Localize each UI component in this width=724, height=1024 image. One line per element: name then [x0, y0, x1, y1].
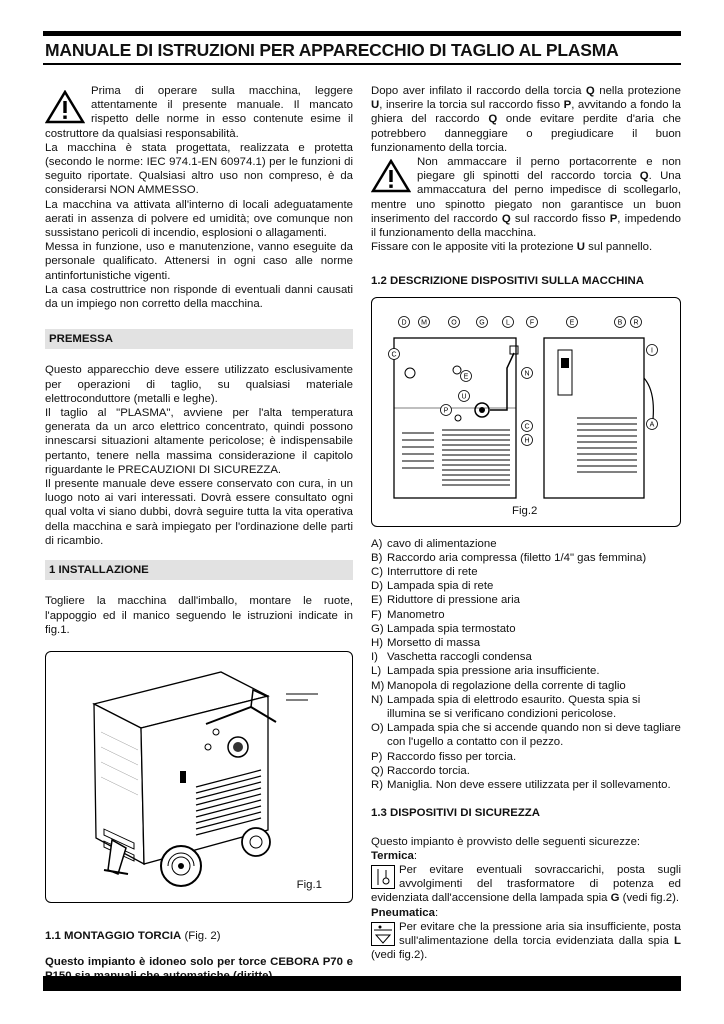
fig2-label-E: E [463, 373, 469, 381]
pneumatica-heading [371, 906, 681, 920]
fig2-label-L: L [506, 319, 510, 327]
warning-icon [371, 159, 411, 193]
list-item [371, 579, 681, 593]
right-column [371, 84, 681, 962]
text: Fissare con le apposite viti la protezione [371, 241, 577, 254]
pneumatica-label: Pneumatica [371, 906, 435, 919]
fig2-label-D: D [401, 319, 407, 327]
list-item-key: B) [371, 551, 383, 564]
fig2-label-G: G [479, 319, 485, 327]
list-item [371, 693, 681, 721]
fig2-label-R: R [633, 319, 639, 327]
safety-intro: Questo impianto è provvisto delle seguenti sicurezze: [371, 835, 641, 848]
fig2-label-O: O [451, 319, 457, 327]
list-item [371, 565, 681, 579]
subsection-heading-montaggio [45, 929, 353, 943]
montaggio-paragraph: Questo impianto è idoneo solo per torce CEBORA P70 e [45, 956, 353, 969]
list-item [371, 721, 681, 749]
list-item-text: Lampada spia termostato [387, 622, 516, 635]
page-title: MANUALE DI ISTRUZIONI PER APPARECCHIO DI TAGLIO AL PLASMA [45, 40, 619, 60]
paragraph: Messa in funzione, uso e manutenzione, vanno eseguite da personale qualificato. Attenersi in ogni caso alle norme antinfortunistiche vigenti. [45, 241, 353, 282]
list-item [371, 636, 681, 650]
section-heading-installazione: 1 INSTALLAZIONE [45, 560, 353, 580]
letter-ref: U [371, 99, 380, 112]
list-item [371, 650, 681, 664]
list-item-text: Manopola di regolazione della corrente di taglio [387, 679, 626, 692]
fig2-label-N: N [524, 370, 530, 378]
paragraph: La macchina va attivata all'interno di locali adeguatamente aerati in assenza di polvere ed umidità; ove comunque non sussistano pericoli di incendio, esplosioni o allagamenti. [45, 198, 353, 240]
pneumatica-block [371, 920, 681, 963]
list-item [371, 551, 681, 565]
section-heading-sicurezza: 1.3 DISPOSITIVI DI SICUREZZA [371, 807, 540, 820]
list-item-key: L) [371, 665, 382, 678]
section-heading-descrizione: 1.2 DESCRIZIONE DISPOSITIVI SULLA MACCHINA [371, 275, 644, 288]
list-item-key: H) [371, 637, 384, 650]
paragraph: Il taglio al "PLASMA", avviene per l'alta temperatura generata da un arco elettrico concentrato, quindi possono innescarsi situazioni altamente pericolose; è indispensabile pertanto, tenere nella massima considerazione il capitolo riguardante le PRECAUZIONI DI SICUREZZA. [45, 407, 353, 476]
fig2-label-P: P [443, 407, 449, 415]
list-item-text: Vaschetta raccogli condensa [387, 651, 532, 664]
figure-2 [371, 297, 681, 527]
text: : [413, 849, 418, 862]
list-item-key: I) [371, 651, 378, 664]
pneumatica-text [371, 920, 681, 963]
list-item-text: Lampada spia pressione aria insufficiente. [387, 665, 600, 678]
machine-illustration [46, 652, 352, 902]
list-item-text: Lampada spia di rete [387, 580, 494, 593]
fig2-label-C2: C [524, 423, 530, 431]
letter-ref: P [563, 99, 572, 112]
list-item-key: Q) [371, 764, 384, 777]
fig2-label-F: F [529, 319, 535, 327]
letter-ref: U [576, 241, 586, 254]
warning-intro-text: Prima di operare sulla macchina, leggere attentamente il presente manuale. Il mancato rispetto delle norme in esso contenute esime il costruttore da qualsiasi responsabilità. [45, 85, 353, 140]
list-item-text: Raccordo fisso per torcia. [387, 750, 517, 763]
list-item [371, 593, 681, 607]
thermal-icon [371, 865, 395, 889]
warning-torch-text [371, 155, 681, 240]
fig2-label-I: I [651, 347, 653, 355]
list-item-key: D) [371, 580, 384, 593]
letter-ref: P [609, 212, 618, 225]
list-item-text: Morsetto di massa [387, 637, 481, 650]
figure-1 [45, 651, 353, 903]
warning-intro [45, 84, 353, 141]
list-item-key: O) [371, 722, 384, 735]
fig2-label-B: B [617, 319, 623, 327]
fig2-label-A: A [649, 421, 655, 429]
list-item-key: R) [371, 779, 384, 792]
montaggio-figure-ref: (Fig. 2) [181, 929, 221, 942]
list-item-text: Lampada spia di elettrodo esaurito. Questa spia si illumina se si verificano condizioni pericolose. [387, 693, 641, 721]
list-item-text: Lampada spia che si accende quando non si deve tagliare con l'ugello a contatto con il pezzo. [387, 722, 681, 749]
fig2-label-U: U [461, 393, 467, 401]
text: , impedendo il funzionamento della macchina. [371, 212, 681, 240]
title-rule [43, 63, 681, 65]
montaggio-heading: 1.1 MONTAGGIO TORCIA [45, 929, 182, 942]
text: Per evitare eventuali sovraccarichi, posta sugli avvolgimenti del trasformatore di potenza ed evidenziata dall'accensione della lampada spia [371, 863, 681, 905]
text: . Una ammaccatura del perno impedisce di scollegarlo, mentre uno spinotto piegato non garantisce un buon inserimento del raccordo [371, 170, 681, 225]
figure-1-caption: Fig.1 [296, 878, 322, 891]
text: onde evitare perdite d'aria che potrebbero danneggiare o pregiudicare il buon funzionamento della torcia. [371, 113, 681, 154]
termica-label: Termica [371, 849, 414, 862]
text: , inserire la torcia sul raccordo fisso [379, 99, 564, 112]
list-item [371, 778, 681, 792]
bottom-rule [43, 976, 681, 991]
list-item [371, 608, 681, 622]
text: Non ammaccare il perno portacorrente e non piegare gli spinotti del raccordo torcia [417, 156, 681, 183]
text: , avvitando a fondo la ghiera del raccordo [371, 99, 681, 126]
fig2-label-H: H [524, 437, 530, 445]
paragraph: La macchina è stata progettata, realizzata e protetta (secondo le norme: IEC 974.1-EN 60974.1) per le funzioni di seguito riportate. Qualsiasi altro uso non compreso, è da considerarsi NON AMMESSO. [45, 141, 353, 197]
list-item-text: Maniglia. Non deve essere utilizzata per il sollevamento. [387, 779, 671, 792]
list-item-key: C) [371, 566, 384, 579]
list-item [371, 750, 681, 764]
list-item-key: P) [371, 750, 383, 763]
termica-heading [371, 849, 681, 863]
list-item-key: A) [371, 537, 383, 550]
machine-front-back-diagram [372, 298, 680, 526]
letter-ref: Q [501, 212, 511, 225]
fig2-label-M: M [421, 319, 427, 327]
text: (vedi fig.2). [371, 949, 428, 962]
list-item [371, 679, 681, 693]
letter-ref: Q [585, 85, 595, 97]
paragraph: Togliere la macchina dall'imballo, montare le ruote, l'appoggio ed il manico seguendo le istruzioni indicate in fig.1. [45, 595, 353, 636]
text: Per evitare che la pressione aria sia insufficiente, posta sull'alimentazione della torcia evidenziata dalla spia [399, 920, 681, 947]
fig2-label-E2: E [569, 319, 575, 327]
list-item [371, 764, 681, 778]
list-item-text: Manometro [387, 608, 445, 621]
list-item-key: E) [371, 594, 383, 607]
paragraph: Il presente manuale deve essere conservato con cura, in un luogo noto ai vari interessati. Dovrà essere consultato ogni qual volta vi siano dubbi, dovrà seguire tutta la vita operativa della macchina e sarà impiegato per l'ordinazione delle parti di ricambio. [45, 478, 353, 547]
letter-ref: Q [639, 170, 649, 183]
list-item-key: M) [371, 679, 385, 692]
list-item-key: N) [371, 693, 384, 706]
letter-ref: Q [488, 113, 498, 126]
pressure-icon [371, 922, 395, 946]
list-item-text: Raccordo aria compressa (filetto 1/4" gas femmina) [387, 551, 647, 564]
text: sul raccordo fisso [510, 212, 610, 225]
warning-icon [45, 90, 85, 124]
list-item-key: G) [371, 622, 384, 635]
text: (vedi fig.2). [619, 892, 680, 905]
list-item-text: cavo di alimentazione [387, 537, 497, 550]
text: : [434, 906, 439, 919]
list-item-key: F) [371, 608, 382, 621]
text: nella protezione [594, 85, 681, 97]
text: sul pannello. [585, 241, 653, 254]
warning-torch [371, 155, 681, 240]
list-item-text: Riduttore di pressione aria [387, 594, 520, 607]
fig2-label-C: C [391, 351, 397, 359]
top-rule [43, 31, 681, 36]
letter-ref: G [610, 892, 620, 905]
list-item-text: Interruttore di rete [387, 566, 478, 579]
termica-block [371, 863, 681, 906]
text: Dopo aver infilato il raccordo della torcia [371, 85, 586, 97]
letter-ref: L [674, 934, 681, 947]
paragraph: Questo apparecchio deve essere utilizzato esclusivamente per operazioni di taglio, su qualsiasi materiale elettroconduttore (metalli e leghe). [45, 364, 353, 405]
left-column [45, 84, 353, 984]
paragraph: La casa costruttrice non risponde di eventuali danni causati da un impiego non corretto della macchina. [45, 283, 353, 311]
figure-2-caption: Fig.2 [512, 504, 538, 517]
termica-text [371, 863, 681, 906]
list-item-text: Raccordo torcia. [387, 764, 470, 777]
torch-paragraph [371, 84, 681, 155]
device-list [371, 537, 681, 793]
list-item [371, 622, 681, 636]
section-heading-premessa: PREMESSA [45, 329, 353, 349]
list-item [371, 537, 681, 551]
list-item [371, 664, 681, 678]
fix-paragraph [371, 240, 681, 254]
